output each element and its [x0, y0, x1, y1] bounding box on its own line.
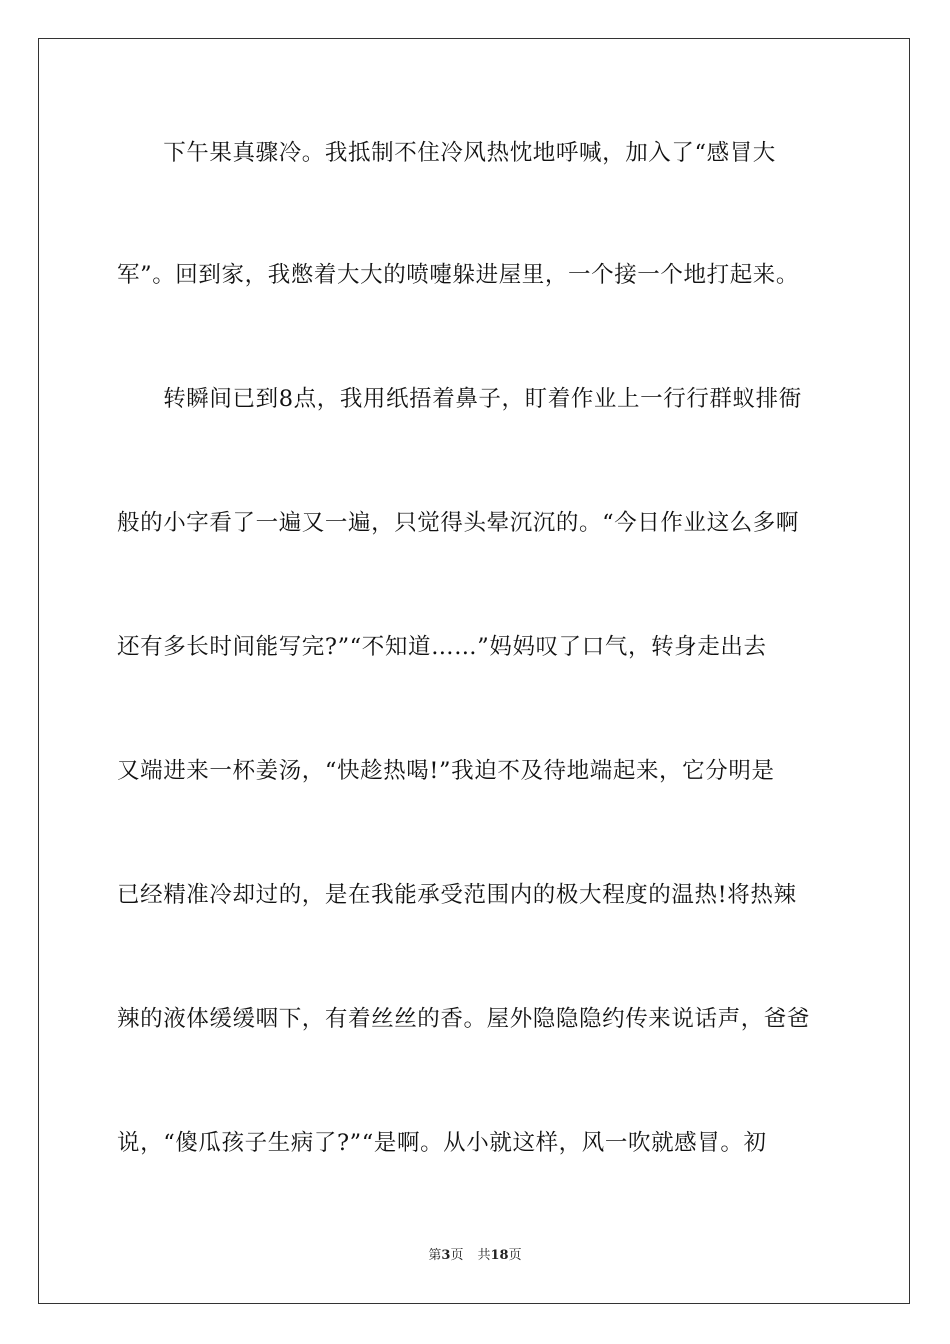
paragraph-line: 已经精准冷却过的，是在我能承受范围内的极大程度的温热!将热辣	[117, 882, 797, 908]
total-suffix: 页	[508, 1248, 522, 1263]
paragraph-line: 下午果真骤冷。我抵制不住冷风热忱地呼喊，加入了“感冒大	[117, 140, 776, 166]
paragraph-line: 说，“傻瓜孩子生病了?”“是啊。从小就这样，风一吹就感冒。初	[117, 1130, 767, 1156]
page-footer	[0, 1247, 950, 1265]
current-page-number: 3	[441, 1248, 451, 1263]
paragraph-line: 军”。回到家，我憋着大大的喷嚏躲进屋里，一个接一个地打起来。	[117, 262, 800, 288]
paragraph-line: 般的小字看了一遍又一遍，只觉得头晕沉沉的。“今日作业这么多啊	[117, 510, 800, 536]
page-prefix: 第	[428, 1248, 442, 1263]
page-suffix: 页	[450, 1248, 464, 1263]
paragraph-line: 又端进来一杯姜汤，“快趁热喝!”我迫不及待地端起来，它分明是	[117, 758, 775, 784]
paragraph-line: 辣的液体缓缓咽下，有着丝丝的香。屋外隐隐隐约传来说话声，爸爸	[117, 1006, 811, 1032]
total-page-number: 18	[490, 1248, 509, 1263]
total-prefix: 共	[477, 1248, 491, 1263]
paragraph-line: 转瞬间已到8点，我用纸捂着鼻子，盯着作业上一行行群蚁排衙	[117, 386, 802, 412]
page-border	[38, 38, 910, 1304]
paragraph-line: 还有多长时间能写完?”“不知道……”妈妈叹了口气，转身走出去	[117, 634, 767, 660]
